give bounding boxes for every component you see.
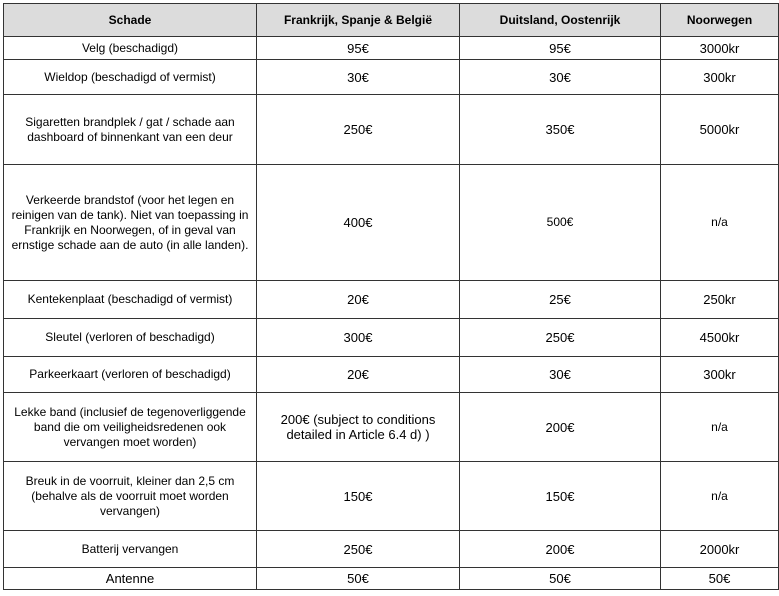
price-cell: 300kr bbox=[661, 60, 779, 95]
header-damage: Schade bbox=[4, 4, 257, 37]
header-france-spain-belgium: Frankrijk, Spanje & België bbox=[257, 4, 460, 37]
price-cell: 50€ bbox=[661, 568, 779, 590]
damage-cell: Velg (beschadigd) bbox=[4, 37, 257, 60]
price-cell: 500€ bbox=[460, 165, 661, 281]
price-cell: 50€ bbox=[257, 568, 460, 590]
table-row bbox=[4, 281, 779, 319]
price-cell: 3000kr bbox=[661, 37, 779, 60]
price-cell: 250€ bbox=[257, 95, 460, 165]
price-cell: n/a bbox=[661, 165, 779, 281]
price-cell: 95€ bbox=[460, 37, 661, 60]
price-cell: 95€ bbox=[257, 37, 460, 60]
price-cell: 30€ bbox=[257, 60, 460, 95]
table-row bbox=[4, 60, 779, 95]
damage-cost-table bbox=[3, 3, 779, 590]
price-cell: 2000kr bbox=[661, 531, 779, 568]
table-row bbox=[4, 393, 779, 462]
price-cell: n/a bbox=[661, 393, 779, 462]
table-row bbox=[4, 165, 779, 281]
price-cell: 200€ bbox=[460, 393, 661, 462]
price-cell: 250€ bbox=[257, 531, 460, 568]
price-cell: 200€ bbox=[460, 531, 661, 568]
price-cell: 25€ bbox=[460, 281, 661, 319]
price-cell: 20€ bbox=[257, 357, 460, 393]
price-cell: 250kr bbox=[661, 281, 779, 319]
price-cell: 300€ bbox=[257, 319, 460, 357]
price-cell: 20€ bbox=[257, 281, 460, 319]
price-cell: 30€ bbox=[460, 357, 661, 393]
damage-cell: Wieldop (beschadigd of vermist) bbox=[4, 60, 257, 95]
price-cell: 350€ bbox=[460, 95, 661, 165]
table-row bbox=[4, 37, 779, 60]
table-row bbox=[4, 357, 779, 393]
table-row bbox=[4, 568, 779, 590]
damage-cell: Antenne bbox=[4, 568, 257, 590]
damage-cell: Lekke band (inclusief de tegenoverliggende band die om veiligheidsredenen ook vervangen moet worden) bbox=[4, 393, 257, 462]
table-row bbox=[4, 462, 779, 531]
damage-cell: Batterij vervangen bbox=[4, 531, 257, 568]
price-cell: 400€ bbox=[257, 165, 460, 281]
price-cell: 4500kr bbox=[661, 319, 779, 357]
header-row bbox=[4, 4, 779, 37]
damage-cell: Parkeerkaart (verloren of beschadigd) bbox=[4, 357, 257, 393]
price-cell: 150€ bbox=[460, 462, 661, 531]
damage-cell: Breuk in de voorruit, kleiner dan 2,5 cm (behalve als de voorruit moet worden vervangen) bbox=[4, 462, 257, 531]
table-row bbox=[4, 95, 779, 165]
damage-cell: Kentekenplaat (beschadigd of vermist) bbox=[4, 281, 257, 319]
price-cell: 300kr bbox=[661, 357, 779, 393]
price-cell: 200€ (subject to conditions detailed in Article 6.4 d) ) bbox=[257, 393, 460, 462]
header-norway: Noorwegen bbox=[661, 4, 779, 37]
table-row bbox=[4, 531, 779, 568]
header-germany-austria: Duitsland, Oostenrijk bbox=[460, 4, 661, 37]
damage-cell: Sleutel (verloren of beschadigd) bbox=[4, 319, 257, 357]
price-cell: n/a bbox=[661, 462, 779, 531]
price-cell: 30€ bbox=[460, 60, 661, 95]
damage-cell: Verkeerde brandstof (voor het legen en reinigen van de tank). Niet van toepassing in Frankrijk en Noorwegen, of in geval van ernstige schade aan de auto (in alle landen). bbox=[4, 165, 257, 281]
price-cell: 50€ bbox=[460, 568, 661, 590]
table-row bbox=[4, 319, 779, 357]
price-cell: 5000kr bbox=[661, 95, 779, 165]
price-cell: 150€ bbox=[257, 462, 460, 531]
damage-cell: Sigaretten brandplek / gat / schade aan dashboard of binnenkant van een deur bbox=[4, 95, 257, 165]
price-cell: 250€ bbox=[460, 319, 661, 357]
